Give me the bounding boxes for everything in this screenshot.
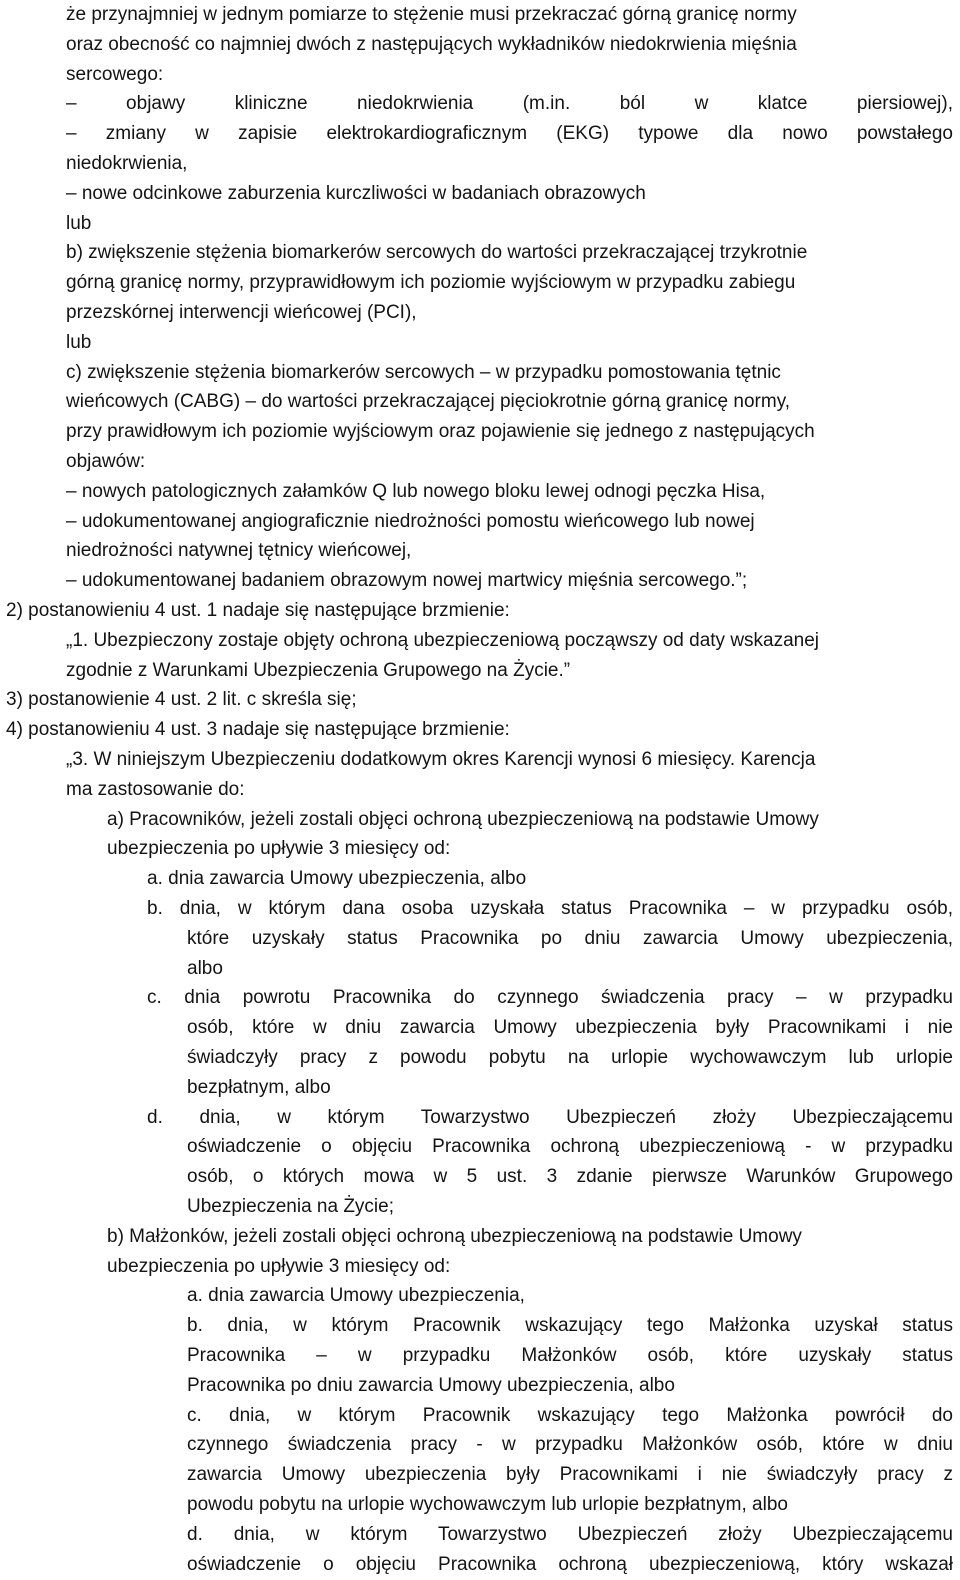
text-line: „1. Ubezpieczony zostaje objęty ochroną ubezpieczeniową począwszy od daty wskazanej <box>66 629 820 651</box>
text-line: a) Pracowników, jeżeli zostali objęci ochroną ubezpieczeniową na podstawie Umowy <box>107 808 819 830</box>
text-line: b. dnia, w którym dana osoba uzyskała status Pracownika – w przypadku osób, <box>147 898 953 919</box>
text-line: objawów: <box>66 451 146 472</box>
text-line: d. dnia, w którym Towarzystwo Ubezpieczeń złoży Ubezpieczającemu <box>187 1523 953 1545</box>
text-line: ubezpieczenia po upływie 3 miesięcy od: <box>107 1255 451 1277</box>
text-line: bezpłatnym, albo <box>187 1076 331 1098</box>
text-line: – nowe odcinkowe zaburzenia kurczliwości w badaniach obrazowych <box>66 182 646 204</box>
text-line: – zmiany w zapisie elektrokardiograficznym (EKG) typowe dla nowo powstałego <box>66 123 953 145</box>
text-line: d. dnia, w którym Towarzystwo Ubezpieczeń złoży Ubezpieczającemu <box>147 1106 953 1128</box>
text-line: c. dnia, w którym Pracownik wskazujący tego Małżonka powrócił do <box>187 1404 953 1426</box>
text-line: sercowego: <box>66 63 164 85</box>
text-line: lub <box>66 212 92 234</box>
text-line: 2) postanowieniu 4 ust. 1 nadaje się następujące brzmienie: <box>6 600 510 621</box>
text-line: powodu pobytu na urlopie wychowawczym lub urlopie bezpłatnym, albo <box>187 1494 788 1515</box>
text-line: lub <box>66 331 92 353</box>
text-line: – objawy kliniczne niedokrwienia (m.in. ból w klatce piersiowej), <box>66 93 953 115</box>
text-line: niedokrwienia, <box>66 153 188 174</box>
text-line: c) zwiększenie stężenia biomarkerów sercowych – w przypadku pomostowania tętnic <box>66 361 781 383</box>
text-line: czynnego świadczenia pracy - w przypadku Małżonków osób, które w dniu <box>187 1434 953 1456</box>
text-line: górną granicę normy, przyprawidłowym ich poziomie wyjściowym w przypadku zabiegu <box>66 272 796 294</box>
text-line: osób, które w dniu zawarcia Umowy ubezpieczenia były Pracownikami i nie <box>187 1017 953 1039</box>
text-line: b. dnia, w którym Pracownik wskazujący tego Małżonka uzyskał status <box>187 1315 953 1337</box>
text-line: c. dnia powrotu Pracownika do czynnego świadczenia pracy – w przypadku <box>147 987 953 1009</box>
text-line: a. dnia zawarcia Umowy ubezpieczenia, <box>187 1285 525 1307</box>
text-line: b) zwiększenie stężenia biomarkerów sercowych do wartości przekraczającej trzykrotnie <box>66 242 808 264</box>
text-line: Ubezpieczenia na Życie; <box>187 1196 394 1217</box>
text-line: osób, o których mowa w 5 ust. 3 zdanie pierwsze Warunków Grupowego <box>187 1166 953 1188</box>
text-line: albo <box>187 957 223 979</box>
text-line: wieńcowych (CABG) – do wartości przekraczającej pięciokrotnie górną granicę normy, <box>66 391 791 413</box>
text-line: a. dnia zawarcia Umowy ubezpieczenia, albo <box>147 868 527 890</box>
text-line: przy prawidłowym ich poziomie wyjściowym oraz pojawienie się jednego z następujących <box>66 421 815 443</box>
text-line: że przynajmniej w jednym pomiarze to stężenie musi przekraczać górną granicę normy <box>66 4 797 25</box>
text-line: – udokumentowanej badaniem obrazowym nowej martwicy mięśnia sercowego.”; <box>66 570 748 592</box>
text-line: Pracownika po dniu zawarcia Umowy ubezpieczenia, albo <box>187 1374 675 1396</box>
text-line: oświadczenie o objęciu Pracownika ochroną ubezpieczeniową, który wskazał <box>187 1553 953 1575</box>
text-line: „3. W niniejszym Ubezpieczeniu dodatkowym okres Karencji wynosi 6 miesięcy. Karencja <box>66 749 816 770</box>
text-line: świadczyły pracy z powodu pobytu na urlopie wychowawczym lub urlopie <box>187 1047 953 1068</box>
text-line: zgodnie z Warunkami Ubezpieczenia Grupowego na Życie.” <box>66 659 571 681</box>
text-line: zawarcia Umowy ubezpieczenia były Pracownikami i nie świadczyły pracy z <box>187 1464 953 1486</box>
text-line: 3) postanowienie 4 ust. 2 lit. c skreśla się; <box>6 689 357 711</box>
text-line: niedrożności natywnej tętnicy wieńcowej, <box>66 540 412 562</box>
text-line: ubezpieczenia po upływie 3 miesięcy od: <box>107 838 451 860</box>
text-line: b) Małżonków, jeżeli zostali objęci ochroną ubezpieczeniową na podstawie Umowy <box>107 1225 802 1247</box>
text-line: oświadczenie o objęciu Pracownika ochroną ubezpieczeniową - w przypadku <box>187 1136 953 1158</box>
text-line: – nowych patologicznych załamków Q lub nowego bloku lewej odnogi pęczka Hisa, <box>66 480 766 502</box>
text-line: Pracownika – w przypadku Małżonków osób, które uzyskały status <box>187 1345 953 1366</box>
text-line: 4) postanowieniu 4 ust. 3 nadaje się następujące brzmienie: <box>6 719 510 741</box>
text-line: – udokumentowanej angiograficznie niedrożności pomostu wieńcowego lub nowej <box>66 510 755 532</box>
text-line: które uzyskały status Pracownika po dniu zawarcia Umowy ubezpieczenia, <box>187 927 953 949</box>
text-line: przezskórnej interwencji wieńcowej (PCI), <box>66 302 417 323</box>
text-line: oraz obecność co najmniej dwóch z następujących wykładników niedokrwienia mięśnia <box>66 33 797 55</box>
text-line: ma zastosowanie do: <box>66 778 245 800</box>
